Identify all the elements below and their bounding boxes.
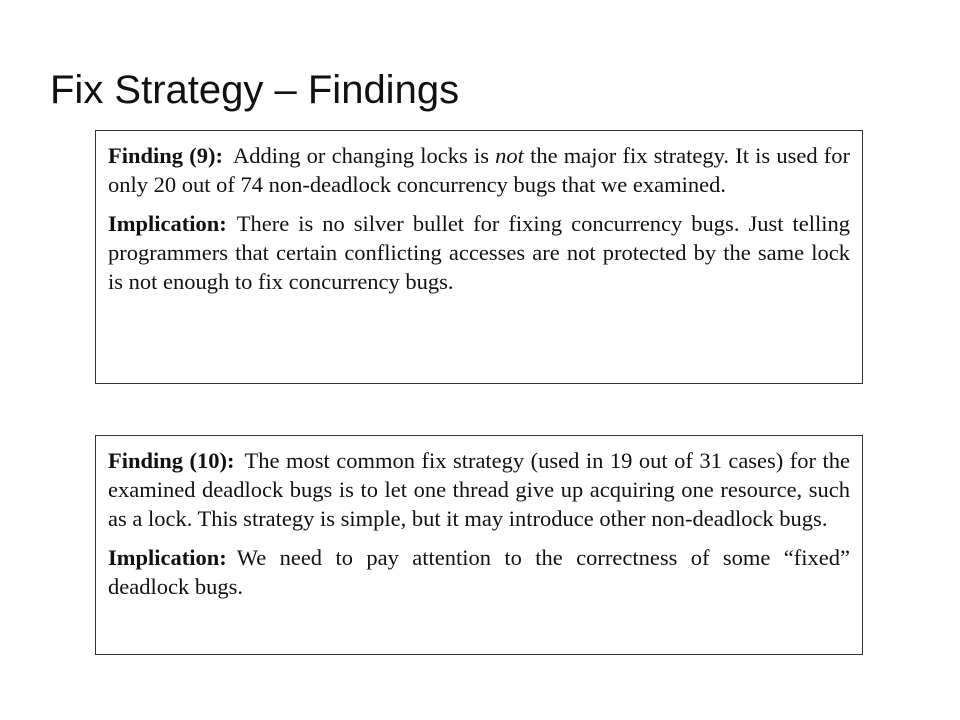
finding-9-text-after: the major fix strategy. It is used for only 20 out of 74 non-deadlock concurrency bugs that we examined. [108, 143, 851, 197]
finding-9-text-emphasis: not [495, 143, 524, 168]
slide-title: Fix Strategy – Findings [50, 68, 460, 112]
implication-10-text: We need to pay attention to the correctness of some “fixed” deadlock bugs. [108, 545, 850, 599]
finding-9-paragraph [108, 141, 850, 199]
finding-10-text: The most common fix strategy (used in 19 out of 31 cases) for the examined deadlock bugs is to let one thread give up acquiring one resource, such as a lock. This strategy is simple, but it may introduce other non-deadlock bugs. [108, 448, 850, 531]
implication-10-paragraph [108, 543, 850, 601]
implication-9-text: There is no silver bullet for fixing concurrency bugs. Just telling programmers that certain conflicting accesses are not protected by the same lock is not enough to fix concurrency bugs. [108, 211, 850, 294]
finding-10-label: Finding (10): [108, 448, 235, 473]
finding-10-paragraph [108, 446, 850, 533]
finding-9-box [95, 130, 863, 384]
implication-10-label: Implication: [108, 545, 227, 570]
finding-9-text-before: Adding or changing locks is [232, 143, 496, 168]
finding-9-label: Finding (9): [108, 143, 223, 168]
implication-9-paragraph [108, 209, 850, 296]
implication-9-label: Implication: [108, 211, 227, 236]
finding-10-box [95, 435, 863, 655]
